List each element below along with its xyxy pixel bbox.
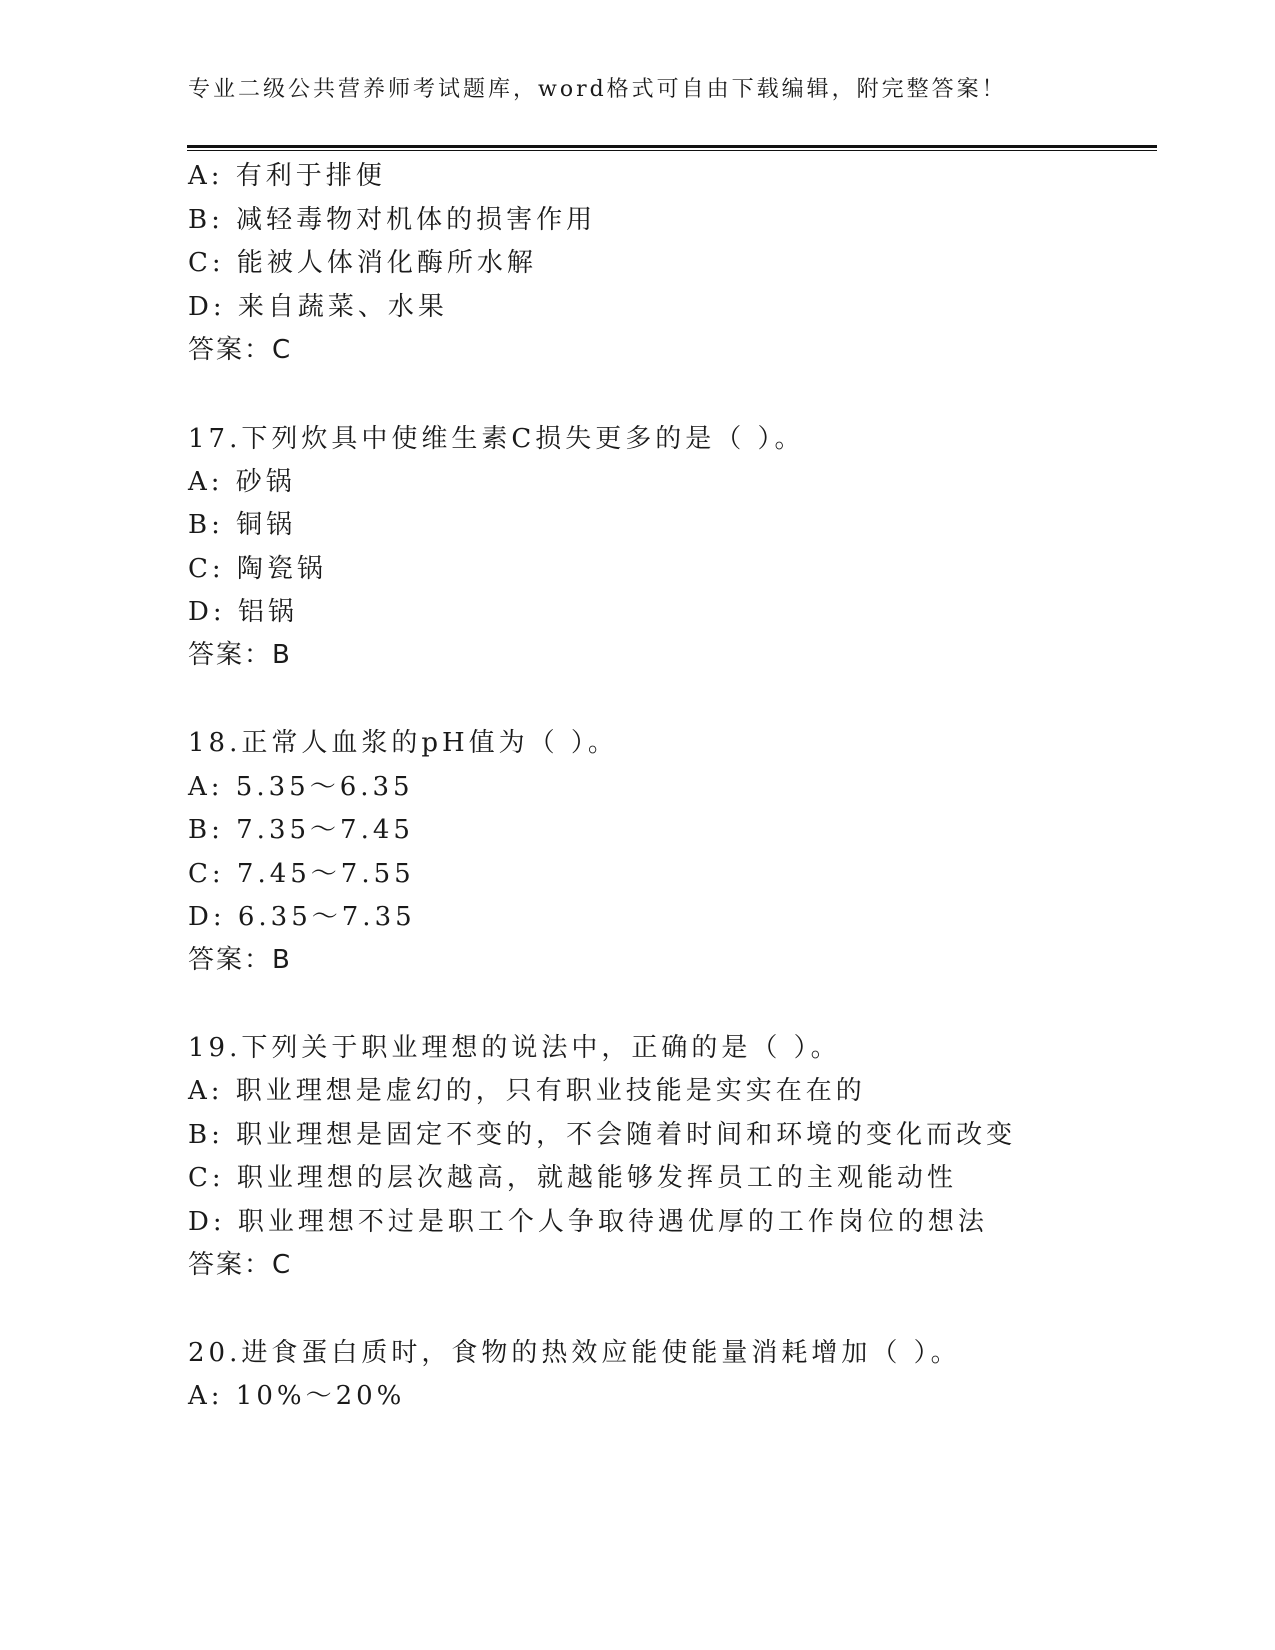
option-a: A: 职业理想是虚幻的，只有职业技能是实实在在的 [188,1076,866,1106]
option-d: D: 来自蔬菜、水果 [188,292,448,322]
document-header: 专业二级公共营养师考试题库，word格式可自由下载编辑，附完整答案！ [188,77,1007,102]
question-text: 20.进食蛋白质时，食物的热效应能使能量消耗增加（ ）。 [188,1338,961,1368]
question-text: 19.下列关于职业理想的说法中，正确的是（ ）。 [188,1033,841,1063]
option-b: B: 减轻毒物对机体的损害作用 [188,205,597,235]
answer: 答案：B [188,945,292,975]
option-d: D: 6.35～7.35 [188,902,416,932]
option-c: C: 陶瓷锅 [188,554,327,584]
question-text: 17.下列炊具中使维生素C损失更多的是（ ）。 [188,424,805,454]
header-rule-thick [187,145,1157,148]
option-c: C: 7.45～7.55 [188,859,415,889]
answer: 答案：B [188,640,292,670]
option-a: A: 有利于排便 [188,161,386,191]
option-b: B: 铜锅 [188,510,297,540]
answer: 答案：C [188,1250,293,1280]
option-a: A: 砂锅 [188,467,296,497]
question-text: 18.正常人血浆的pH值为（ ）。 [188,728,618,758]
option-b: B: 职业理想是固定不变的，不会随着时间和环境的变化而改变 [188,1120,1017,1150]
option-d: D: 职业理想不过是职工个人争取待遇优厚的工作岗位的想法 [188,1207,988,1237]
header-rule-thin [187,150,1157,151]
option-c: C: 职业理想的层次越高，就越能够发挥员工的主观能动性 [188,1163,957,1193]
option-a: A: 5.35～6.35 [188,772,414,802]
option-c: C: 能被人体消化酶所水解 [188,248,537,278]
answer: 答案：C [188,335,293,365]
option-d: D: 铝锅 [188,597,298,627]
option-a: A: 10%～20% [188,1381,406,1411]
option-b: B: 7.35～7.45 [188,815,414,845]
